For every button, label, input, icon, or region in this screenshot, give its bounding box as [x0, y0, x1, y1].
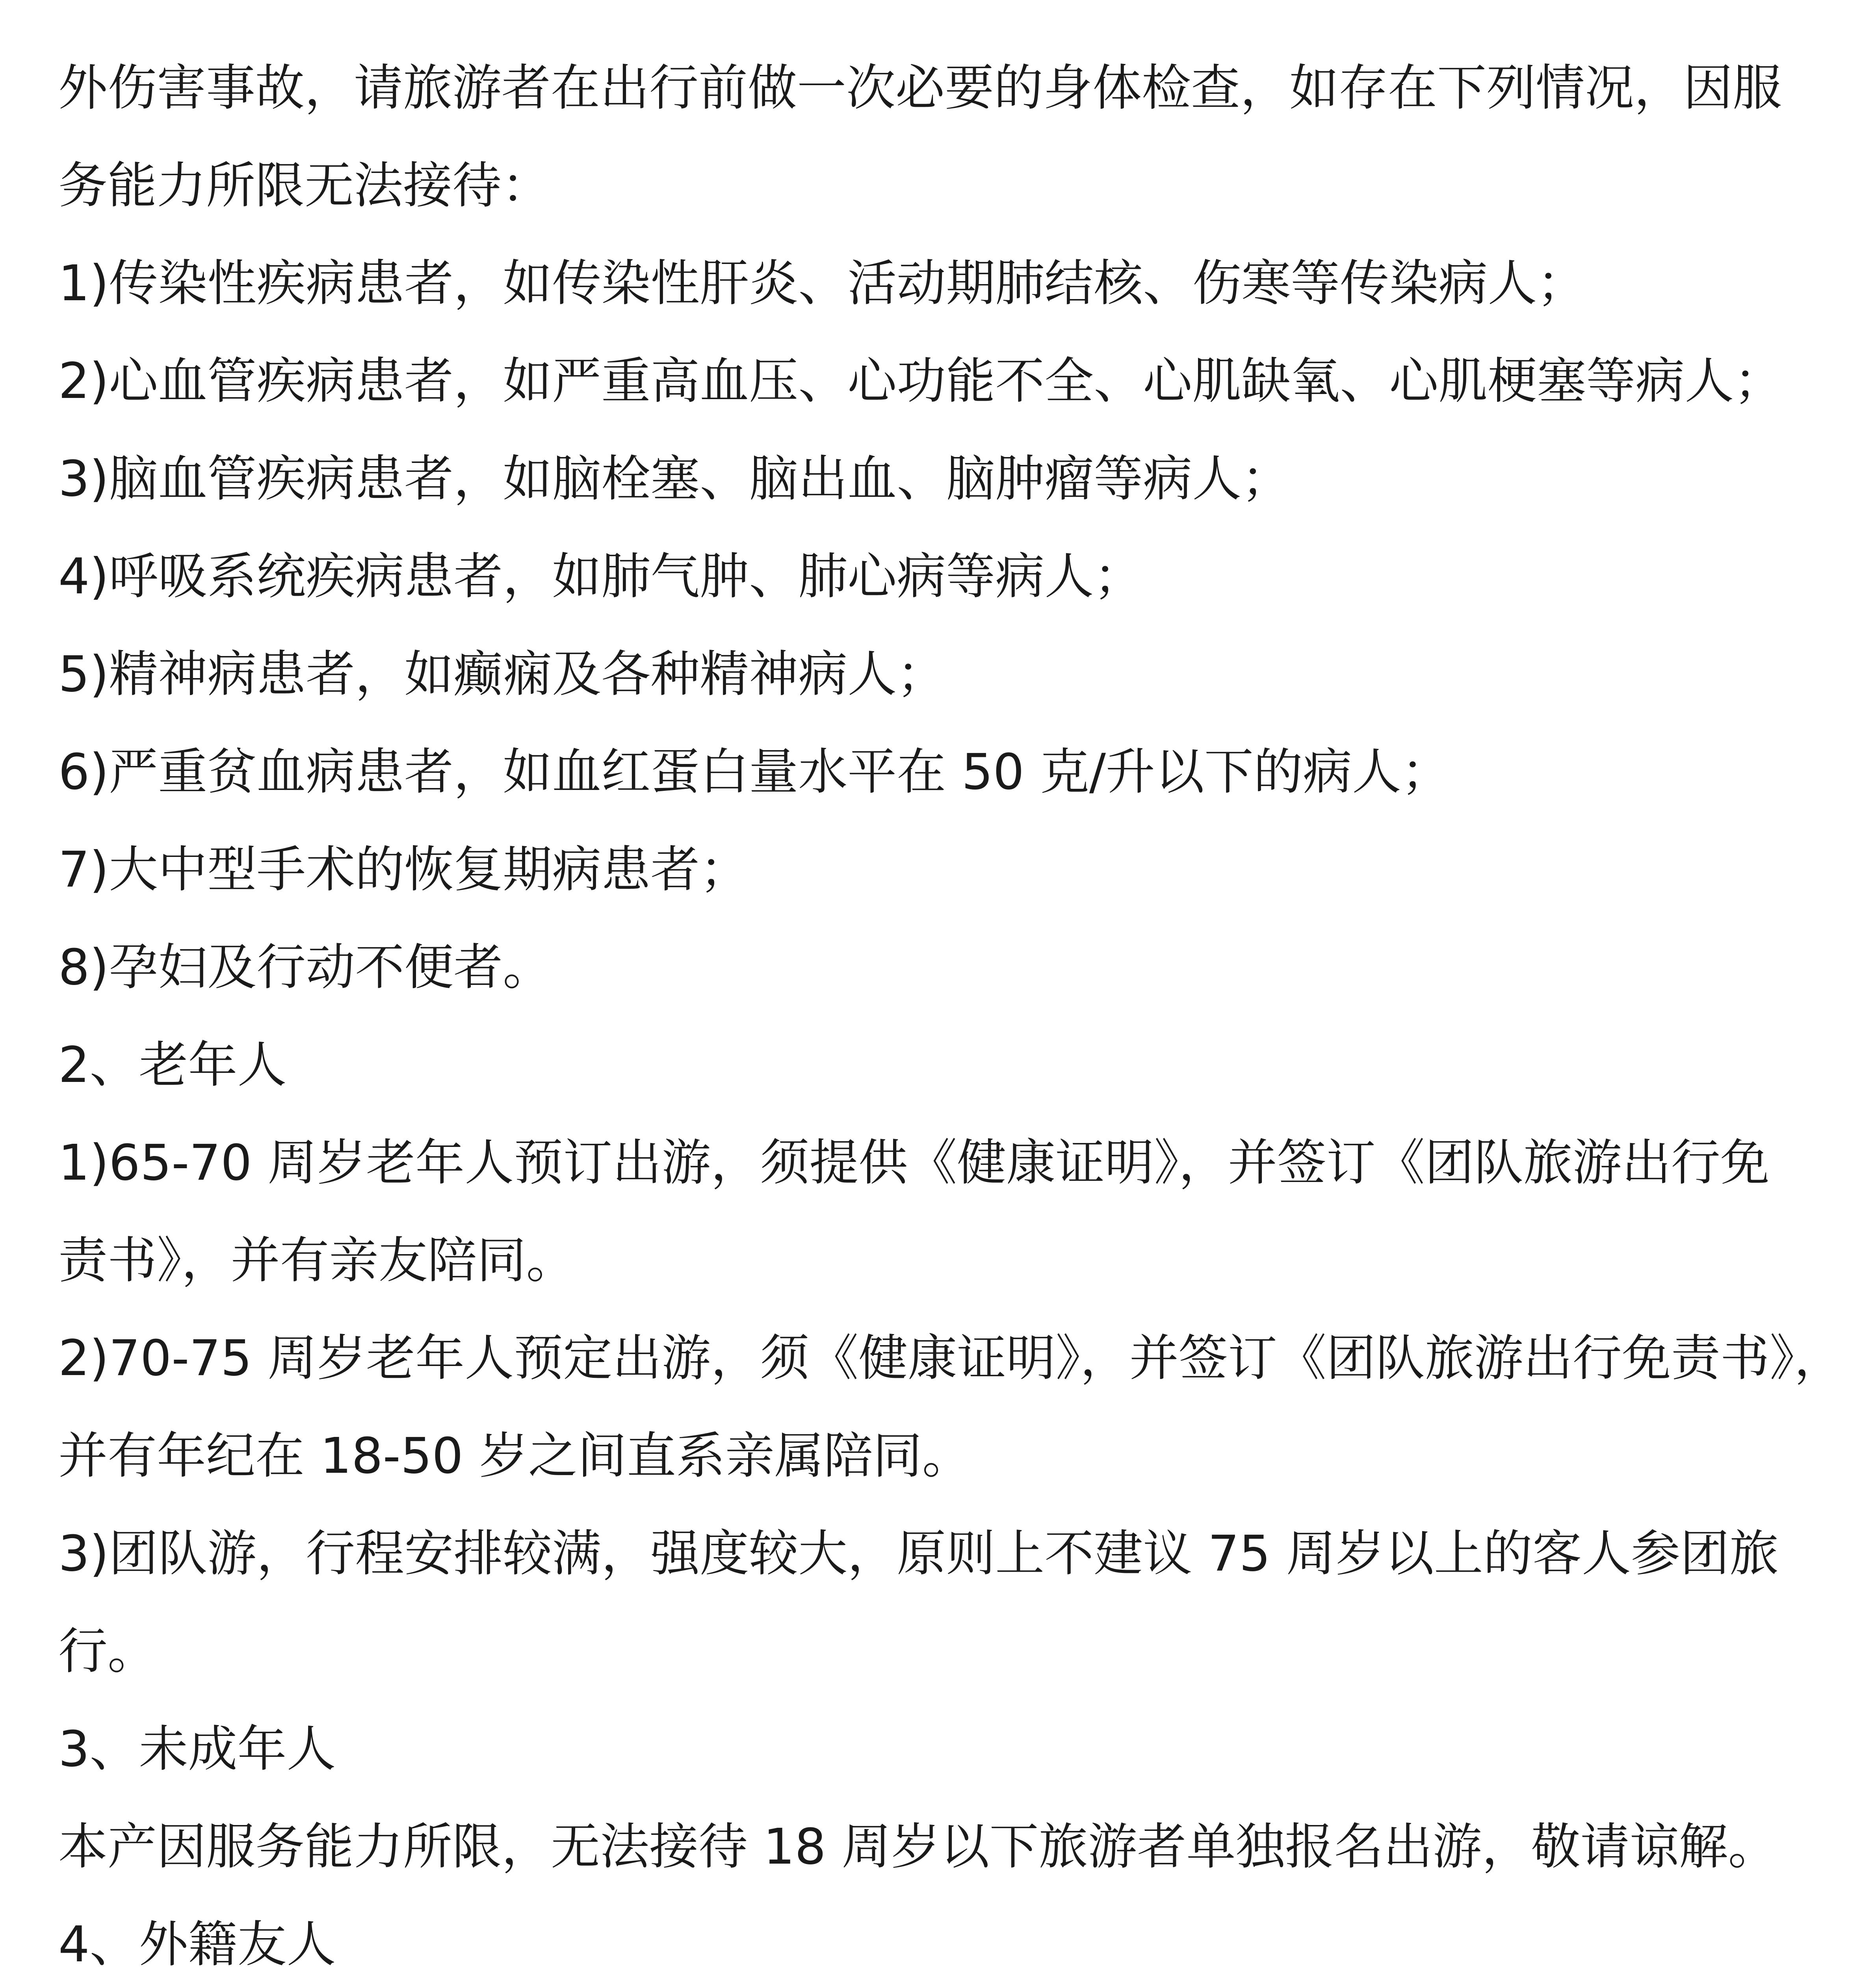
list-item: 1)65-70 周岁老年人预订出游，须提供《健康证明》，并签订《团队旅游出行免: [58, 1134, 1770, 1191]
list-item: 4)呼吸系统疾病患者，如肺气肿、肺心病等病人；: [58, 548, 1143, 605]
list-item: 3)团队游，行程安排较满，强度较大，原则上不建议 75 周岁以上的客人参团旅: [58, 1525, 1779, 1582]
section-heading: 4、外籍友人: [58, 1916, 336, 1970]
list-item: 5)精神病患者，如癫痫及各种精神病人；: [58, 646, 946, 703]
list-item: 2)70-75 周岁老年人预定出游，须《健康证明》，并签订《团队旅游出行免责书》，: [58, 1330, 1844, 1387]
list-item: 1)传染性疾病患者，如传染性肝炎、活动期肺结核、伤寒等传染病人；: [58, 255, 1586, 312]
list-item: 2)心血管疾病患者，如严重高血压、心功能不全、心肌缺氧、心肌梗塞等病人；: [58, 353, 1783, 410]
text-line: 行。: [58, 1623, 157, 1680]
text-line: 务能力所限无法接待：: [58, 157, 551, 214]
document-body: [58, 39, 1844, 1970]
text-line: 外伤害事故，请旅游者在出行前做一次必要的身体检查，如存在下列情况，因服: [58, 59, 1782, 117]
list-item: 7)大中型手术的恢复期病患者；: [58, 841, 749, 898]
section-heading: 3、未成年人: [58, 1721, 336, 1778]
text-line: 本产因服务能力所限，无法接待 18 周岁以下旅游者单独报名出游，敬请谅解。: [58, 1818, 1778, 1875]
list-item: 6)严重贫血病患者，如血红蛋白量水平在 50 克/升以下的病人；: [58, 743, 1451, 801]
section-heading: 2、老年人: [58, 1037, 287, 1094]
text-line: 并有年纪在 18-50 岁之间直系亲属陪同。: [58, 1427, 971, 1485]
list-item: 8)孕妇及行动不便者。: [58, 939, 552, 996]
list-item: 3)脑血管疾病患者，如脑栓塞、脑出血、脑肿瘤等病人；: [58, 450, 1291, 507]
text-line: 责书》，并有亲友陪同。: [58, 1232, 576, 1289]
